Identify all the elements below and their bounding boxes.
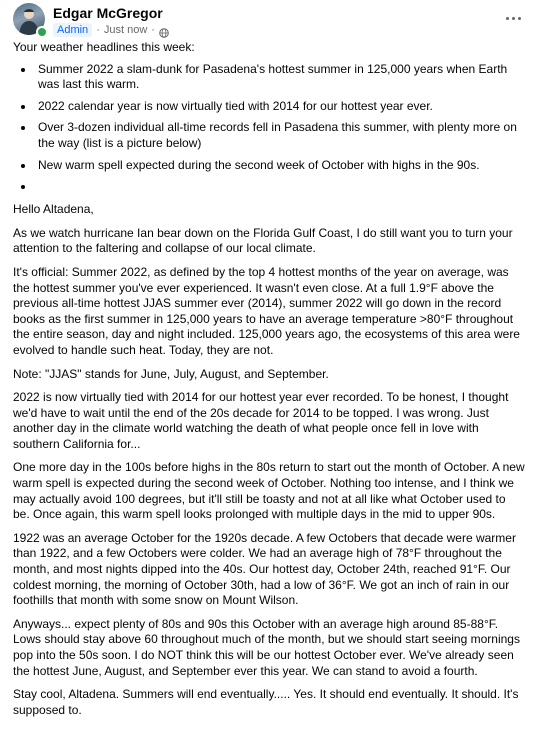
post-body <box>13 40 525 726</box>
list-item <box>38 179 525 194</box>
bullet-icon <box>21 185 25 189</box>
meta-separator: · <box>96 24 100 36</box>
bullet-icon <box>21 126 25 130</box>
headlines-intro: Your weather headlines this week: <box>13 40 195 54</box>
admin-badge: Admin <box>53 23 92 37</box>
post-header <box>13 3 529 37</box>
headline-text: New warm spell expected during the second week of October with highs in the 90s. <box>38 157 480 172</box>
headline-text <box>38 179 525 194</box>
list-item <box>38 99 525 115</box>
bullet-icon <box>21 164 25 168</box>
headline-text: 2022 calendar year is now virtually tied with 2014 for our hottest year ever. <box>38 98 433 113</box>
paragraph: It's official: Summer 2022, as defined by the top 4 hottest months of the year on average, was the hottest summer you've ever experienced. It wasn't even close. At a full 1.9°F above the previous all-time hottest JJAS summer ever (2014), summer 2022 will go down in the record books as the first summer in 125,000 years to have an average temperature >80°F throughout the entire season, day and night included. 125,000 years ago, the ecosystems of this area were evolved to handle such heat. Today, they are not. <box>13 264 520 357</box>
paragraph: As we watch hurricane Ian bear down on the Florida Gulf Coast, I do still want you to turn your attention to the faltering and collapse of our local climate. <box>13 225 513 256</box>
list-item <box>38 158 525 174</box>
author-name[interactable]: Edgar McGregor <box>53 5 163 21</box>
list-item <box>38 62 525 93</box>
greeting: Hello Altadena, <box>13 202 94 217</box>
post-timestamp[interactable]: Just now <box>103 24 148 36</box>
list-item <box>38 120 525 151</box>
bullet-icon <box>21 68 25 72</box>
paragraph: 1922 was an average October for the 1920s decade. A few Octobers that decade were warmer than 1922, and a few Octobers were colder. We had an average high of 78°F throughout the month, and most nights dipped into the 40s. Our hottest day, October 24th, reached 91°F. Our coldest morning, the morning of October 30th, had a low of 36°F. We got an inch of rain in our foothills that month with some snow on Mount Wilson. <box>13 530 516 608</box>
paragraph: 2022 is now virtually tied with 2014 for our hottest year ever recorded. To be honest, I thought we'd have to wait until the end of the 20s decade for 2014 to be topped. I was wrong. Just another day in the climate world watching the death of what people once fell in love with southern California for... <box>13 390 509 451</box>
bullet-icon <box>21 105 25 109</box>
headlines-list <box>13 62 525 195</box>
headline-text: Summer 2022 a slam-dunk for Pasadena's hottest summer in 125,000 years when Earth was last this warm. <box>38 61 508 92</box>
paragraph: Anyways... expect plenty of 80s and 90s this October with an average high around 85-88°F. Lows should stay above 60 throughout much of the month, but we should start seeing mornings pop into the 50s soon. I do NOT think this will be our hottest October ever. We've already seen the hottest June, August, and September ever this year. We can stand to avoid a fourth. <box>13 616 520 678</box>
online-status-dot <box>36 26 48 38</box>
paragraph: Note: "JJAS" stands for June, July, August, and September. <box>13 366 329 381</box>
meta-separator: · <box>151 24 155 36</box>
paragraph: Stay cool, Altadena. Summers will end eventually..... Yes. It should end eventually. It should. It's supposed to. <box>13 687 519 717</box>
post-meta <box>53 23 169 37</box>
more-options-icon[interactable] <box>501 11 525 25</box>
headline-text: Over 3-dozen individual all-time records fell in Pasadena this summer, with plenty more on the way (list is a picture below) <box>38 120 517 150</box>
paragraph: One more day in the 100s before highs in the 80s return to start out the month of October. A new warm spell is expected during the second week of October. Nothing too intense, and I think we may actually avoid 100 degrees, but it'll still be toasty and not at all like what October used to be. Once again, this warm spell looks prolonged with multiple days in the mid to upper 90s. <box>13 460 525 522</box>
globe-icon <box>159 25 169 35</box>
